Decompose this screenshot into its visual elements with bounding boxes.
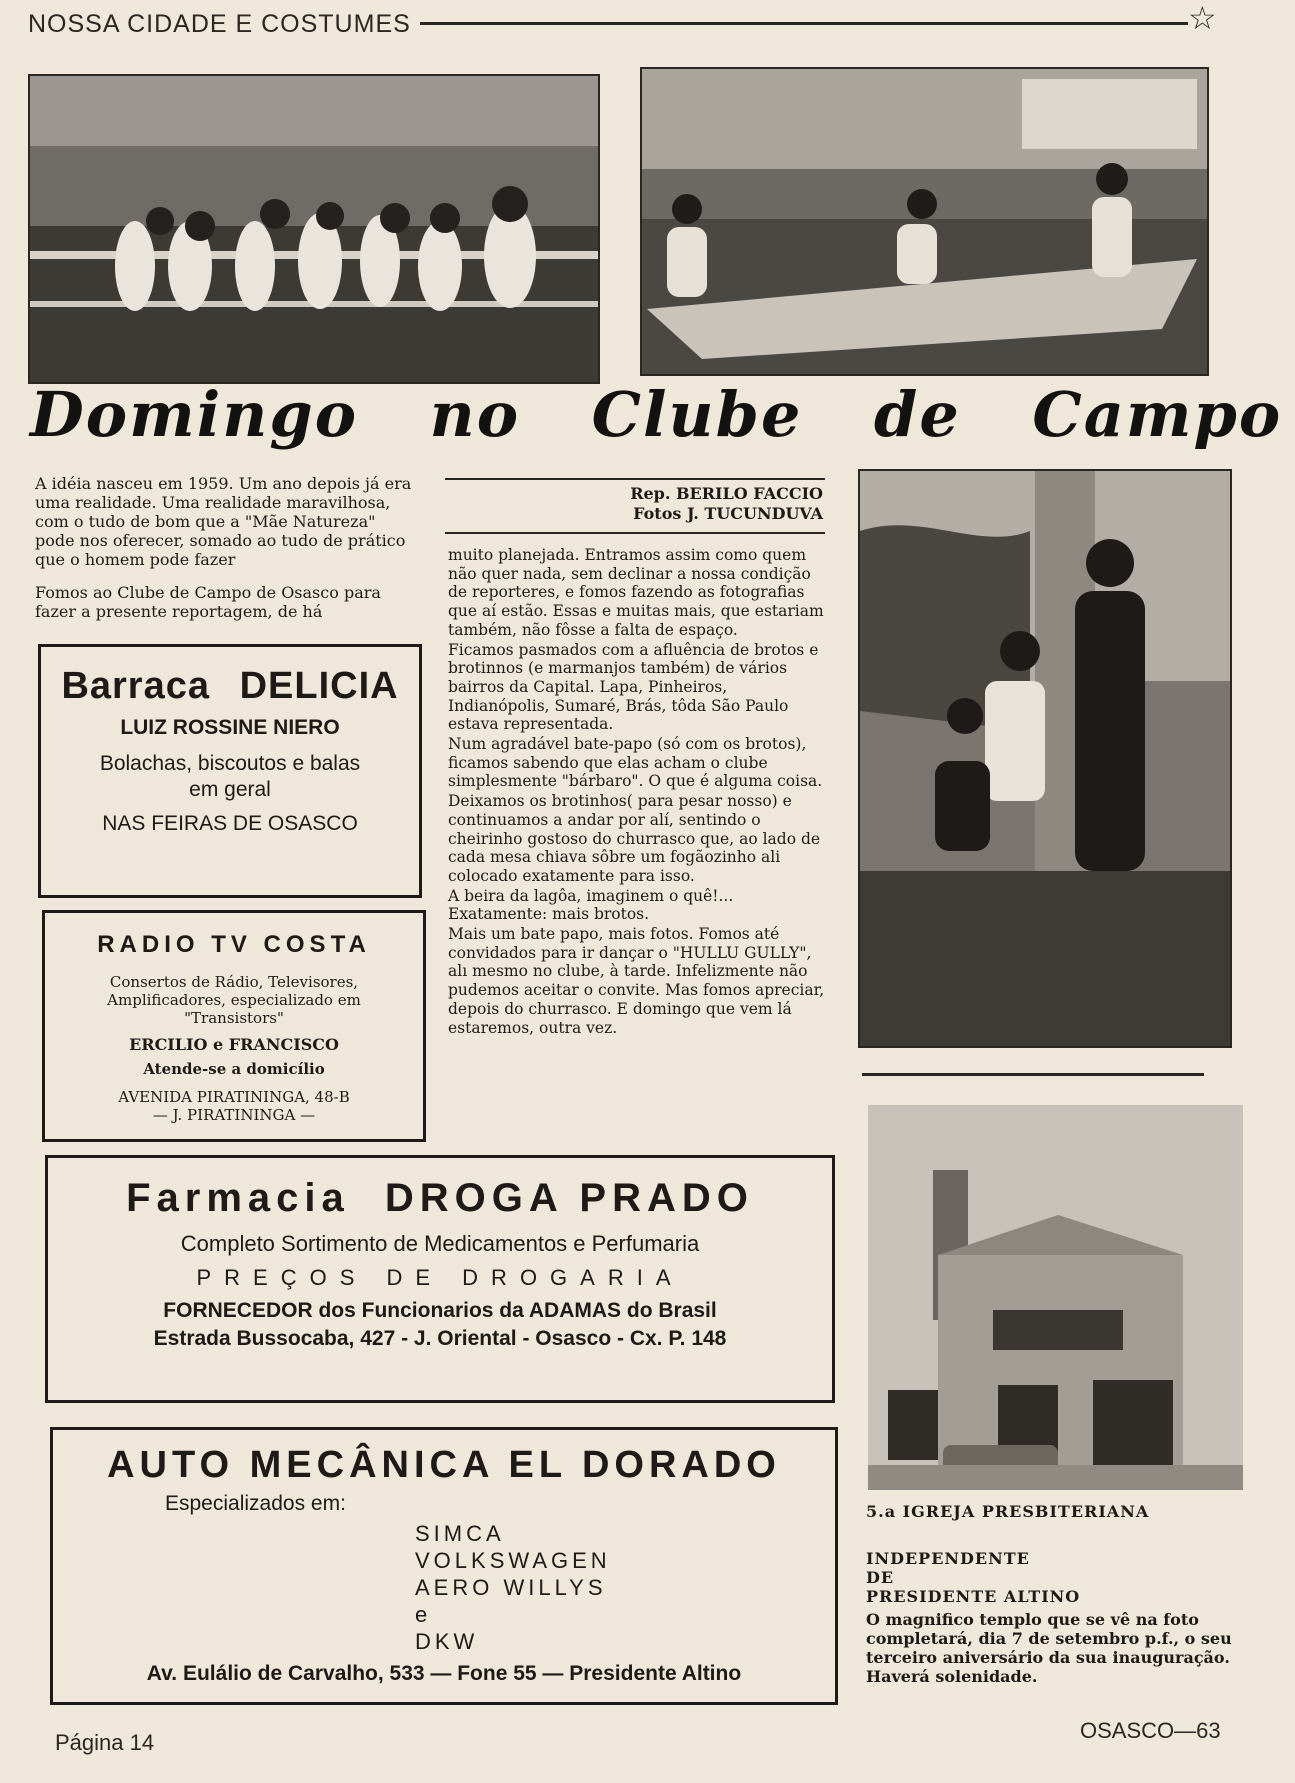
- credits-rule-top: [445, 478, 825, 480]
- photo-girls-by-tree: [858, 469, 1232, 1048]
- ad-farmacia-droga-prado: [45, 1155, 835, 1403]
- ad-title: Barraca: [61, 665, 210, 707]
- article-paragraph: Fomos ao Clube de Campo de Osasco para fazer a presente reportagem, de há: [35, 583, 381, 621]
- ad-brand-list: [415, 1520, 611, 1655]
- reporter-credit: Rep. BERILO FACCIO: [630, 484, 823, 503]
- caption-text: O magnifico templo que se vê na foto completará, dia 7 de setembro p.f., o seu terceiro aniversário da sua inauguração. Haverá solenidade.: [866, 1610, 1232, 1686]
- ad-address: Av. Eulálio de Carvalho, 533 — Fone 55 — Presidente Altino: [146, 1662, 742, 1685]
- brand-item: DKW: [415, 1629, 479, 1654]
- article-middle-column: [448, 546, 832, 1038]
- ad-names: ERCILIO e FRANCISCO: [129, 1035, 339, 1054]
- ad-line: PREÇOS DE DROGARIA: [196, 1265, 684, 1290]
- caption-line: PRESIDENTE ALTINO: [866, 1587, 1081, 1606]
- ad-service: Atende-se a domicílio: [143, 1060, 325, 1078]
- photo-credit: Fotos J. TUCUNDUVA: [633, 504, 823, 523]
- brand-item: SIMCA: [415, 1521, 505, 1546]
- page-number-right: OSASCO—63: [1080, 1718, 1221, 1743]
- article-paragraph: Ficamos pasmados com a afluência de brotos e brotinnos (e marmanjos também) de vários bairros da Capital. Lapa, Pinheiros, Indianópolis, Sumaré, Brás, tôda São Paulo estava representada.: [448, 640, 819, 734]
- caption-line: 5.a IGREJA PRESBITERIANA: [866, 1502, 1150, 1521]
- page-number-left: Página 14: [55, 1730, 155, 1755]
- ad-title: AUTO MECÂNICA EL DORADO: [107, 1444, 781, 1486]
- caption-line: INDEPENDENTE: [866, 1549, 1030, 1568]
- ad-line: Completo Sortimento de Medicamentos e Perfumaria: [180, 1231, 700, 1256]
- header-rule: [420, 22, 1188, 25]
- ad-radio-tv-costa: [42, 910, 426, 1142]
- article-paragraph: Deixamos os brotinhos( para pesar nosso) e continuamos a andar por alí, sentindo o cheirinho gostoso do churrasco que, ao lado de cada mesa chiava sôbre um fogãozinho ali colocado exatamente para isso.: [448, 792, 821, 885]
- ad-desc: Consertos de Rádio, Televisores, Amplificadores, especializado em "Transistors": [107, 973, 361, 1027]
- credits-rule-bottom: [445, 532, 825, 534]
- ad-title: Farmacia: [126, 1176, 350, 1220]
- ad-line: NAS FEIRAS DE OSASCO: [102, 812, 358, 835]
- article-paragraph: muito planejada. Entramos assim como quem não quer nada, sem declinar a nossa condição de reporteres, e fomos fazendo as fotografias que aí estão. Essas e muitas mais, que estariam também, não fôsse a falta de espaço.: [448, 546, 824, 639]
- ad-district: — J. PIRATININGA —: [152, 1106, 316, 1124]
- section-title: NOSSA CIDADE E COSTUMES: [28, 10, 411, 38]
- brand-item: AERO WILLYS: [415, 1575, 607, 1600]
- church-caption: [866, 1502, 1256, 1686]
- ad-title-brand: DELICIA: [239, 665, 399, 707]
- photo-church: [868, 1105, 1243, 1490]
- ad-address: AVENIDA PIRATININGA, 48-B: [118, 1088, 350, 1106]
- article-paragraph: Mais um bate papo, mais fotos. Fomos até convidados para ir dançar o "HULLU GULLY", alı mesmo no clube, à tarde. Infelizmente não pudemos aceitar o convite. Mas fomos apreciar, depois do churrasco. E domingo que vem lá estaremos, outra vez.: [448, 925, 825, 1037]
- article-paragraph: Num agradável bate-papo (só com os brotos), ficamos sabendo que elas acham o clube simplesmente "bárbaro". O que é alguma coisa.: [448, 735, 823, 791]
- ad-owner: LUIZ ROSSINE NIERO: [120, 716, 340, 739]
- ad-line: Estrada Bussocaba, 427 - J. Oriental - Osasco - Cx. P. 148: [153, 1327, 727, 1350]
- brand-item: VOLKSWAGEN: [415, 1548, 611, 1573]
- ad-line: Bolachas, biscoutos e balas: [99, 752, 361, 775]
- brand-item: e: [415, 1602, 432, 1627]
- ad-auto-mecanica-el-dorado: [50, 1427, 838, 1705]
- photo-girls-on-fence: [28, 74, 600, 384]
- star-icon: ☆: [1188, 0, 1217, 37]
- article-left-column: [35, 474, 415, 635]
- ad-line: FORNECEDOR dos Funcionarios da ADAMAS do Brasil: [163, 1299, 717, 1322]
- ad-line: em geral: [189, 778, 271, 801]
- ad-barraca-delicia: [38, 644, 422, 898]
- caption-line: DE: [866, 1568, 895, 1587]
- article-paragraph: A idéia nasceu em 1959. Um ano depois já era uma realidade. Uma realidade maravilhosa, com o tudo de bom que a "Mãe Natureza" pode nos oferecer, somado ao tudo de prático que o homem pode fazer: [35, 474, 412, 569]
- ad-title-brand: DROGA PRADO: [384, 1176, 754, 1220]
- photo-girls-in-boat: [640, 67, 1209, 376]
- credits: [445, 484, 823, 524]
- ad-title: RADIO TV COSTA: [97, 931, 371, 958]
- right-column-rule: [862, 1073, 1204, 1076]
- article-paragraph: A beira da lagôa, imaginem o quê!... Exatamente: mais brotos.: [448, 886, 734, 924]
- headline: Domingo no Clube de Campo: [30, 378, 1283, 451]
- ad-subtitle: Especializados em:: [165, 1492, 346, 1515]
